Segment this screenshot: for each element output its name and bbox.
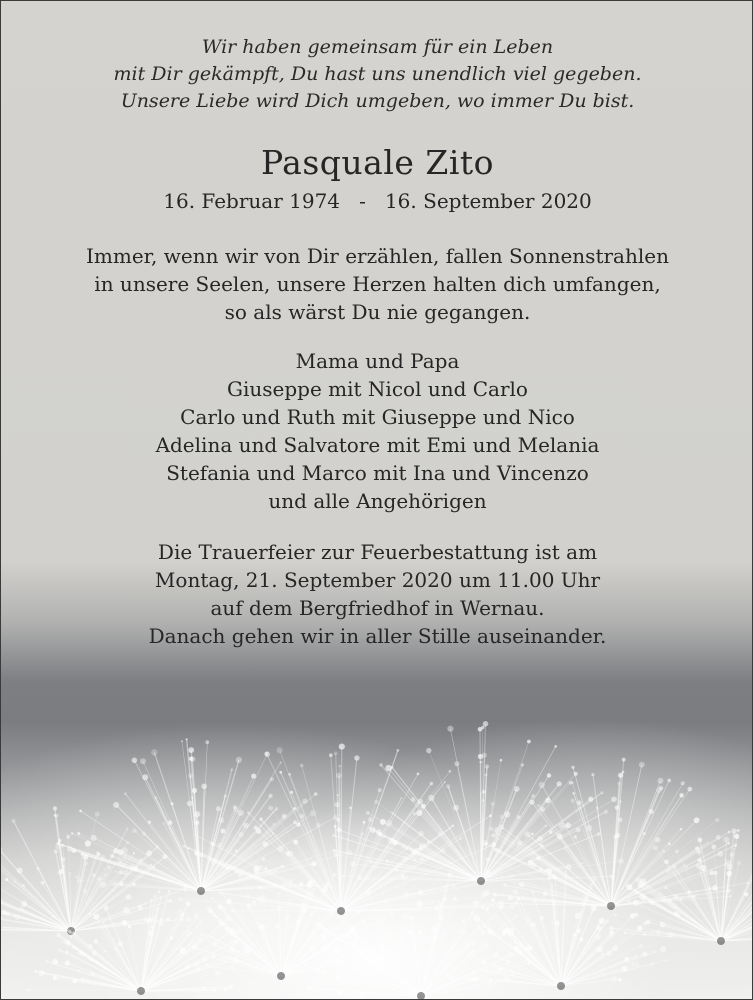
poem-verse — [1, 242, 753, 326]
seed-head — [1, 806, 191, 935]
mourner-line: Stefania und Marco mit Ina und Vincenzo — [166, 461, 589, 485]
mourner-line: Adelina und Salvatore mit Emi und Melania — [155, 433, 600, 457]
life-dates — [1, 187, 753, 215]
seed-head — [450, 868, 667, 990]
motto-line: Wir haben gemeinsam für ein Leben — [201, 36, 554, 58]
service-line: auf dem Bergfriedhof in Wernau. — [210, 596, 545, 620]
mourner-line: Giuseppe mit Nicol und Carlo — [227, 377, 528, 401]
seed-head — [178, 744, 516, 916]
poem-line: in unsere Seelen, unsere Herzen halten dich umfangen, — [94, 272, 661, 296]
date-separator: - — [359, 189, 366, 213]
service-line: Danach gehen wir in aller Stille auseinander. — [148, 624, 607, 648]
poem-line: Immer, wenn wir von Dir erzählen, fallen Sonnenstrahlen — [86, 244, 669, 268]
birth-date: 16. Februar 1974 — [163, 189, 341, 213]
death-date: 16. September 2020 — [384, 189, 592, 213]
seed-head — [609, 828, 753, 945]
seed-head — [180, 879, 382, 980]
funeral-service-info — [1, 538, 753, 650]
motto-verse — [1, 34, 753, 115]
mourner-line: Carlo und Ruth mit Giuseppe und Nico — [180, 405, 575, 429]
mourner-line: und alle Angehörigen — [268, 489, 487, 513]
motto-line: Unsere Liebe wird Dich umgeben, wo immer Du bist. — [120, 90, 635, 112]
poem-line: so als wärst Du nie gegangen. — [224, 300, 531, 324]
seed-head — [303, 873, 533, 1000]
mourners-list — [1, 347, 753, 515]
seed-head — [332, 721, 624, 885]
mourner-line: Mama und Papa — [295, 349, 460, 373]
deceased-name: Pasquale Zito — [260, 143, 495, 182]
motto-line: mit Dir gekämpft, Du hast uns unendlich viel gegeben. — [113, 63, 642, 85]
service-line: Die Trauerfeier zur Feuerbestattung ist am — [157, 540, 598, 564]
seed-head — [473, 758, 749, 910]
seed-head — [27, 889, 250, 995]
service-line: Montag, 21. September 2020 um 11.00 Uhr — [154, 568, 601, 592]
seed-head — [57, 738, 353, 895]
